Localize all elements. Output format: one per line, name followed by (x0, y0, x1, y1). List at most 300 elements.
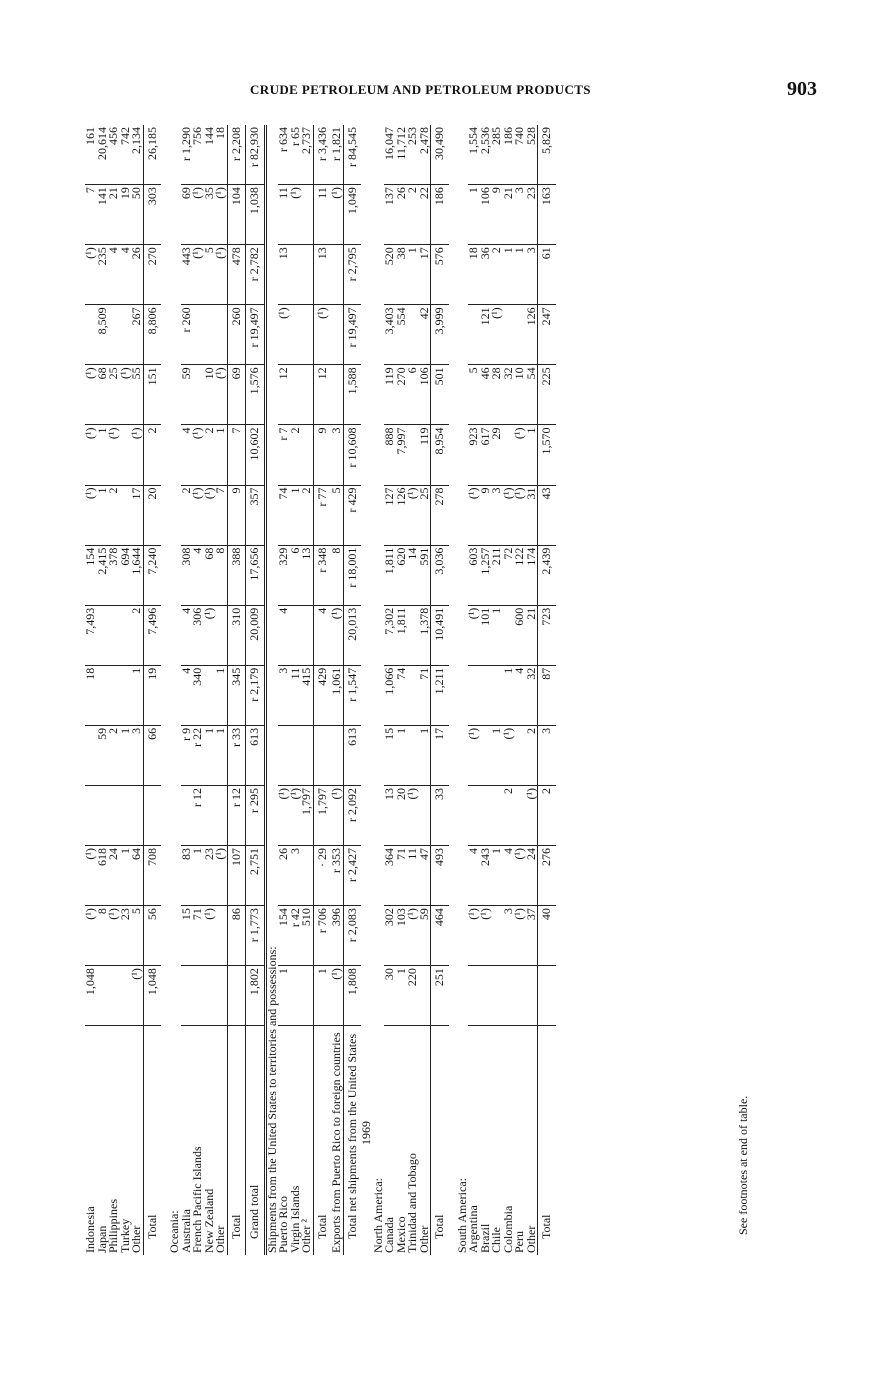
table-cell: 12 (278, 365, 290, 425)
table-cell: 1,061 (331, 665, 343, 725)
table-cell: r 1,547 (343, 665, 361, 725)
table-cell: 16,047 (384, 125, 396, 185)
table-row (468, 125, 480, 1255)
table-cell: 2 (131, 605, 143, 665)
table-cell: (¹) (407, 906, 419, 966)
table-cell: 9 (480, 485, 492, 545)
table-row (491, 125, 503, 1255)
table-cell (301, 245, 313, 305)
table-cell: 126 (526, 305, 538, 365)
table-cell: 443 (181, 245, 193, 305)
table-cell: (¹) (108, 906, 120, 966)
table-cell: r 7 (278, 425, 290, 485)
table-cell (491, 665, 503, 725)
table-cell: 251 (431, 966, 449, 1026)
table-cell: 1 (407, 245, 419, 305)
table-cell: 4 (192, 545, 204, 605)
table-cell: 267 (131, 305, 143, 365)
table-cell: 20,009 (246, 605, 266, 665)
table-cell: 8,509 (97, 305, 109, 365)
table-cell: (¹) (204, 485, 216, 545)
table-cell: 17 (431, 725, 449, 785)
table-cell (468, 785, 480, 845)
table-cell: 1 (97, 425, 109, 485)
table-cell: 1,644 (131, 545, 143, 605)
table-cell (143, 785, 161, 845)
table-cell: 8,806 (143, 305, 161, 365)
table-row (396, 125, 408, 1255)
table-cell: 1 (526, 425, 538, 485)
table-cell (131, 785, 143, 845)
table-cell: 520 (384, 245, 396, 305)
table-row (278, 125, 290, 1255)
table-cell: 1,797 (313, 785, 331, 845)
row-label: Colombia (500, 1205, 515, 1253)
table-cell: 708 (143, 846, 161, 906)
table-cell: 7 (215, 485, 227, 545)
table-cell: (¹) (192, 425, 204, 485)
table-cell: 23 (526, 185, 538, 245)
table-cell: r 3,436 (313, 125, 331, 185)
table-cell: 1 (313, 966, 331, 1026)
table-cell: 501 (431, 365, 449, 425)
table-cell: 3 (514, 185, 526, 245)
row-label: Japan (94, 1225, 109, 1253)
table-cell: (¹) (204, 906, 216, 966)
table-cell: 1,802 (246, 966, 266, 1026)
table-cell (120, 665, 132, 725)
table-cell: 576 (431, 245, 449, 305)
table-cell: 19 (143, 665, 161, 725)
rotated-table-container (85, 125, 725, 1255)
table-cell: 154 (85, 545, 97, 605)
table-cell: (¹) (503, 725, 515, 785)
table-cell (97, 966, 109, 1026)
table-cell: 1 (215, 665, 227, 725)
table-cell: 4 (181, 605, 193, 665)
table-cell: (¹) (278, 785, 290, 845)
table-cell: 31 (526, 485, 538, 545)
table-cell: 106 (480, 185, 492, 245)
table-cell: (¹) (331, 185, 343, 245)
table-cell: 4 (120, 245, 132, 305)
row-label: Other (213, 1225, 227, 1253)
table-cell: 1,048 (143, 966, 161, 1026)
table-cell: 12 (313, 365, 331, 425)
table-cell: 464 (431, 906, 449, 966)
table-cell (120, 605, 132, 665)
spacer-cell (449, 125, 457, 1255)
table-cell (204, 966, 216, 1026)
table-cell: 119 (419, 425, 431, 485)
table-cell (301, 425, 313, 485)
table-cell: 4 (313, 605, 331, 665)
table-cell (290, 365, 302, 425)
table-cell: 1,378 (419, 605, 431, 665)
table-cell: (¹) (514, 425, 526, 485)
table-cell: r 19,497 (343, 305, 361, 365)
table-cell: 154 (278, 906, 290, 966)
table-cell: 235 (97, 245, 109, 305)
table-cell: (¹) (215, 846, 227, 906)
table-cell: 5 (468, 365, 480, 425)
table-row (503, 125, 515, 1255)
table-cell: 1,576 (246, 365, 266, 425)
row-label: Chile (489, 1227, 503, 1253)
table-cell: 742 (120, 125, 132, 185)
table-cell (491, 906, 503, 966)
table-cell: 2 (290, 425, 302, 485)
table-cell: 1,797 (301, 785, 313, 845)
row-label: Total (431, 1026, 449, 1255)
table-cell: 1,811 (396, 605, 408, 665)
table-cell: 303 (143, 185, 161, 245)
table-cell: 3 (526, 245, 538, 305)
table-cell: (¹) (491, 305, 503, 365)
table-cell: 603 (468, 545, 480, 605)
table-cell: 456 (108, 125, 120, 185)
table-cell: 35 (204, 185, 216, 245)
table-cell: r 353 (331, 846, 343, 906)
table-cell: 20 (396, 785, 408, 845)
table-cell: 2 (503, 785, 515, 845)
table-cell: r 65 (290, 125, 302, 185)
table-cell (278, 725, 290, 785)
table-cell: 1,570 (538, 425, 556, 485)
table-cell: r 22 (192, 725, 204, 785)
table-cell: 74 (396, 665, 408, 725)
table-cell: 6 (290, 545, 302, 605)
table-cell: 40 (538, 906, 556, 966)
table-cell (290, 966, 302, 1026)
table-cell (181, 966, 193, 1026)
table-cell: 59 (419, 906, 431, 966)
table-cell: 25 (419, 485, 431, 545)
table-cell: (¹) (331, 966, 343, 1026)
table-cell: (¹) (85, 365, 97, 425)
table-cell: 2 (143, 425, 161, 485)
table-cell: 11 (278, 185, 290, 245)
table-cell: r 1,290 (181, 125, 193, 185)
table-cell: 2,737 (301, 125, 313, 185)
table-cell: 5 (131, 906, 143, 966)
table-cell: r 82,930 (246, 125, 266, 185)
table-cell (301, 725, 313, 785)
table-cell: r 2,208 (227, 125, 246, 185)
table-cell: 7 (227, 425, 246, 485)
table-cell: 3 (290, 846, 302, 906)
table-row (384, 125, 396, 1255)
table-cell: 3,999 (431, 305, 449, 365)
row-label: Indonesia (83, 1206, 97, 1253)
table-cell: 101 (480, 605, 492, 665)
table-cell (526, 966, 538, 1026)
table-row (480, 125, 492, 1255)
table-cell: 37 (526, 906, 538, 966)
table-cell: 1 (215, 425, 227, 485)
table-cell: (¹) (468, 605, 480, 665)
table-cell: 1 (120, 846, 132, 906)
table-cell: 119 (384, 365, 396, 425)
table-cell: 2,478 (419, 125, 431, 185)
table-cell: 4 (181, 425, 193, 485)
table-cell: 378 (108, 545, 120, 605)
table-cell: 9 (491, 185, 503, 245)
table-cell: 56 (143, 906, 161, 966)
table-cell: 4 (468, 846, 480, 906)
row-label: Mexico (393, 1216, 408, 1253)
table-cell: 225 (538, 365, 556, 425)
table-cell: 7,496 (143, 605, 161, 665)
table-cell (204, 665, 216, 725)
table-cell (468, 665, 480, 725)
table-cell: 161 (85, 125, 97, 185)
table-cell: 364 (384, 846, 396, 906)
table-cell: 61 (538, 245, 556, 305)
table-cell: 32 (503, 365, 515, 425)
table-cell: 243 (480, 846, 492, 906)
table-cell: r 2,427 (343, 846, 361, 906)
table-cell: 2,134 (131, 125, 143, 185)
table-row (407, 125, 419, 1255)
table-cell: 127 (384, 485, 396, 545)
table-cell: 43 (538, 485, 556, 545)
table-cell: 2 (204, 425, 216, 485)
table-cell: 3,403 (384, 305, 396, 365)
exports-table-body (85, 125, 556, 1255)
table-cell (480, 966, 492, 1026)
table-cell: 2 (407, 185, 419, 245)
table-cell: (¹) (514, 906, 526, 966)
table-cell: 220 (407, 966, 419, 1026)
table-cell: 1 (419, 725, 431, 785)
table-cell (192, 966, 204, 1026)
row-label: Argentina (466, 1205, 480, 1253)
table-row (331, 125, 343, 1255)
table-cell: 478 (227, 245, 246, 305)
row-label: Other (129, 1225, 143, 1253)
table-cell: 2 (526, 725, 538, 785)
row-label: Virgin Islands (287, 1185, 302, 1253)
table-cell (215, 966, 227, 1026)
table-cell: 23 (204, 846, 216, 906)
spacer-cell (161, 125, 169, 1255)
table-cell: 106 (419, 365, 431, 425)
table-cell: (¹) (313, 305, 331, 365)
table-cell: 1 (131, 665, 143, 725)
row-label: Turkey (117, 1218, 132, 1253)
table-cell: 1,554 (468, 125, 480, 185)
table-cell: (¹) (468, 485, 480, 545)
table-cell: 69 (227, 365, 246, 425)
table-cell: 1 (204, 725, 216, 785)
table-cell: 3 (278, 665, 290, 725)
table-cell: r 2,092 (343, 785, 361, 845)
table-cell: 15 (181, 906, 193, 966)
table-cell (468, 966, 480, 1026)
row-label: French Pacific Islands (190, 1146, 204, 1253)
table-cell (97, 605, 109, 665)
total-row (227, 125, 246, 1255)
table-cell (301, 305, 313, 365)
table-cell (514, 725, 526, 785)
table-cell (331, 245, 343, 305)
table-cell: (¹) (131, 966, 143, 1026)
table-cell (313, 725, 331, 785)
table-cell: (¹) (85, 425, 97, 485)
table-cell: 278 (431, 485, 449, 545)
table-cell (215, 906, 227, 966)
total-row (538, 125, 556, 1255)
table-cell: 4 (503, 846, 515, 906)
table-cell: 104 (227, 185, 246, 245)
table-cell: 137 (384, 185, 396, 245)
table-row (120, 125, 132, 1255)
table-row (204, 125, 216, 1255)
table-cell: 3 (331, 425, 343, 485)
table-cell: 24 (108, 846, 120, 906)
footnote-reference: See footnotes at end of table. (736, 1095, 750, 1235)
row-label: Peru (512, 1231, 526, 1253)
table-cell: (¹) (331, 605, 343, 665)
table-cell: 1,588 (343, 365, 361, 425)
row-label: Total net shipments from the United States (343, 1026, 361, 1255)
table-cell: r 2,795 (343, 245, 361, 305)
table-cell (301, 365, 313, 425)
table-cell: 1 (503, 245, 515, 305)
table-cell: 47 (419, 846, 431, 906)
table-cell: 26 (278, 846, 290, 906)
table-cell: (¹) (503, 485, 515, 545)
table-cell (480, 725, 492, 785)
table-cell: 144 (204, 125, 216, 185)
table-cell: 46 (480, 365, 492, 425)
table-cell: r 12 (227, 785, 246, 845)
row-label: New Zealand (201, 1188, 216, 1253)
table-cell: 253 (407, 125, 419, 185)
table-cell: 1 (192, 846, 204, 906)
table-cell: 122 (514, 545, 526, 605)
table-cell: 10 (514, 365, 526, 425)
region-heading-row (169, 125, 181, 1255)
table-cell: 3 (503, 906, 515, 966)
table-cell: 1 (468, 185, 480, 245)
table-cell: 11,712 (396, 125, 408, 185)
table-cell (290, 725, 302, 785)
table-cell (290, 605, 302, 665)
table-cell: r 348 (313, 545, 331, 605)
table-cell: (¹) (278, 305, 290, 365)
table-cell (204, 785, 216, 845)
table-cell: 2 (538, 785, 556, 845)
table-cell: 1,038 (246, 185, 266, 245)
region-heading-row (457, 125, 469, 1255)
table-cell: 8 (97, 906, 109, 966)
table-cell: 2,751 (246, 846, 266, 906)
table-cell (215, 785, 227, 845)
table-cell: 1 (491, 725, 503, 785)
table-cell: 1,066 (384, 665, 396, 725)
table-cell: 306 (192, 605, 204, 665)
table-cell: 247 (538, 305, 556, 365)
row-label: Grand total (246, 1026, 266, 1255)
table-cell (301, 605, 313, 665)
table-cell (331, 365, 343, 425)
table-cell: 86 (227, 906, 246, 966)
table-cell: 13 (384, 785, 396, 845)
table-cell (480, 665, 492, 725)
table-cell (108, 305, 120, 365)
table-cell: 17,656 (246, 545, 266, 605)
row-label: Exports from Puerto Rico to foreign countries (329, 1032, 343, 1253)
table-cell: 4 (181, 665, 193, 725)
table-cell: r 18,001 (343, 545, 361, 605)
table-cell: (¹) (85, 245, 97, 305)
table-cell: 87 (538, 665, 556, 725)
table-cell (108, 785, 120, 845)
table-cell (290, 305, 302, 365)
table-cell (407, 725, 419, 785)
table-cell: 21 (526, 605, 538, 665)
table-cell: 74 (278, 485, 290, 545)
table-cell (480, 785, 492, 845)
table-cell: 2,415 (97, 545, 109, 605)
row-label: Other ² (299, 1219, 313, 1253)
table-row (514, 125, 526, 1255)
table-cell: 26 (131, 245, 143, 305)
table-cell (192, 305, 204, 365)
table-cell: 8 (215, 545, 227, 605)
table-cell: r 1,821 (331, 125, 343, 185)
table-cell: 3 (491, 485, 503, 545)
table-cell: 613 (343, 725, 361, 785)
table-cell: 13 (313, 245, 331, 305)
table-cell: 493 (431, 846, 449, 906)
row-label: Puerto Rico (276, 1196, 290, 1253)
table-cell: 72 (503, 545, 515, 605)
table-cell: 2,439 (538, 545, 556, 605)
table-cell: 2 (108, 485, 120, 545)
table-cell: (¹) (85, 485, 97, 545)
table-cell: 308 (181, 545, 193, 605)
table-cell: 1,211 (431, 665, 449, 725)
table-cell: 396 (331, 906, 343, 966)
table-cell: 591 (419, 545, 431, 605)
table-cell: 600 (514, 605, 526, 665)
table-cell: (¹) (108, 425, 120, 485)
table-cell: 69 (181, 185, 193, 245)
table-cell: 25 (108, 365, 120, 425)
table-cell: 7,493 (85, 605, 97, 665)
table-cell: 68 (204, 545, 216, 605)
table-cell: (¹) (468, 906, 480, 966)
table-cell: 83 (181, 846, 193, 906)
table-cell (301, 185, 313, 245)
table-cell: 59 (181, 365, 193, 425)
table-cell: 618 (97, 846, 109, 906)
table-cell (301, 846, 313, 906)
table-cell: 329 (278, 545, 290, 605)
table-cell: 23 (120, 906, 132, 966)
table-cell: 10 (204, 365, 216, 425)
table-cell: r 2,782 (246, 245, 266, 305)
table-cell: 7,240 (143, 545, 161, 605)
table-cell: 388 (227, 545, 246, 605)
row-label: Other (523, 1225, 538, 1253)
row-label: Canada (382, 1217, 396, 1253)
table-cell (538, 966, 556, 1026)
table-row (301, 125, 313, 1255)
